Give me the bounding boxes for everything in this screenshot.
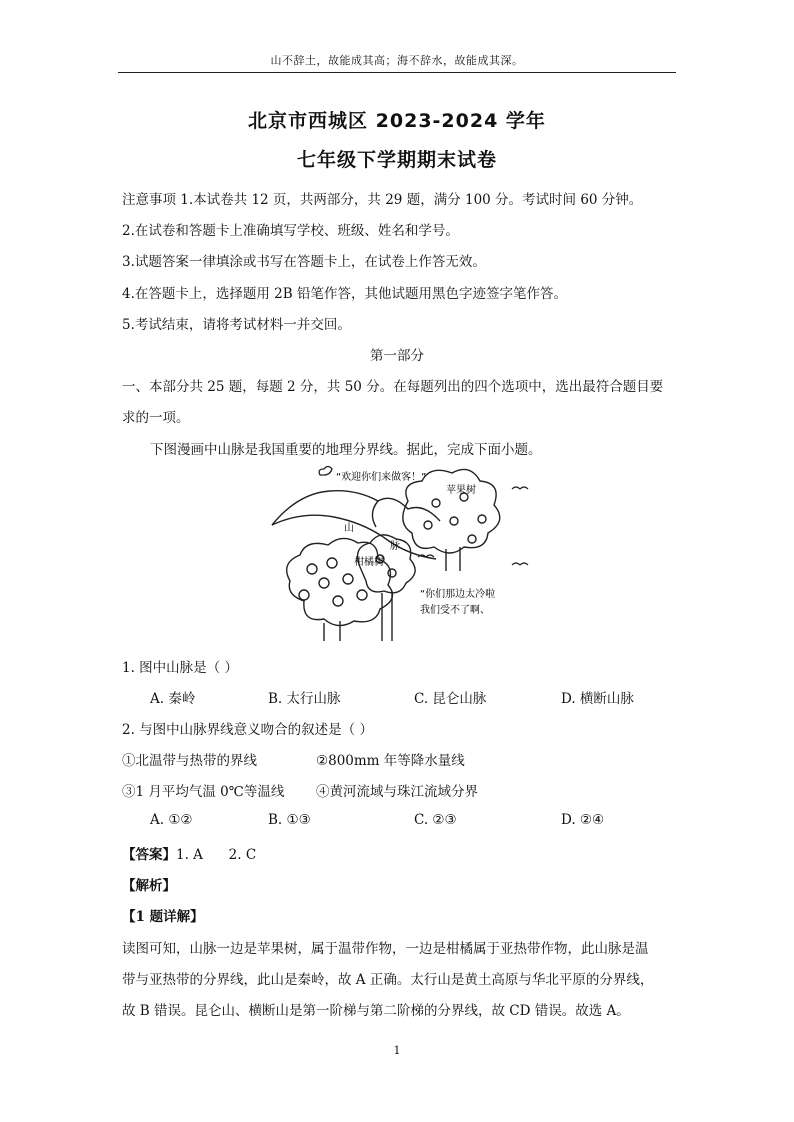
part-heading: 第一部分 — [370, 348, 424, 364]
answer-values: 1. A 2. C — [176, 847, 257, 863]
cartoon-illustration — [268, 463, 530, 644]
note-3: 3.试题答案一律填涂或书写在答题卡上，在试卷上作答无效。 — [122, 254, 486, 270]
q1-option-c: C. 昆仑山脉 — [414, 691, 487, 707]
note-5: 5.考试结束，请将考试材料一并交回。 — [122, 317, 351, 333]
page-number: 1 — [393, 1044, 401, 1057]
apple-tree-label: 苹果树 — [446, 485, 476, 496]
speech-top-text: “欢迎你们来做客！” — [336, 472, 427, 483]
part-intro: 下图漫画中山脉是我国重要的地理分界线。据此，完成下面小题。 — [150, 442, 542, 458]
header-motto: 山不辞土，故能成其高；海不辞水，故能成其深。 — [270, 54, 524, 67]
answer-label: 【答案】 — [122, 847, 176, 863]
q2-option-a: A. ①② — [150, 812, 193, 828]
answer-line — [122, 843, 672, 863]
question-1-stem: 1. 图中山脉是（ ） — [122, 660, 238, 676]
part-instruction-2: 求的一项。 — [122, 410, 190, 426]
q2-statement-4: ④黄河流域与珠江流域分界 — [316, 784, 478, 800]
mountain-label-1: 山 — [344, 523, 354, 534]
exam-title-line2: 七年级下学期期末试卷 — [296, 149, 497, 171]
q2-option-c: C. ②③ — [414, 812, 457, 828]
part-instruction-1: 一、本部分共 25 题，每题 2 分，共 50 分。在每题列出的四个选项中，选出最符合题目要 — [122, 379, 664, 395]
note-4: 4.在答题卡上，选择题用 2B 铅笔作答，其他试题用黑色字迹签字笔作答。 — [122, 286, 567, 302]
note-2: 2.在试卷和答题卡上准确填写学校、班级、姓名和学号。 — [122, 223, 459, 239]
exam-title-line1: 北京市西城区 2023-2024 学年 — [248, 110, 546, 132]
mountain-label-2: 脉 — [390, 541, 400, 552]
speech-cloud-icon — [319, 467, 332, 476]
q1-option-a: A. 秦岭 — [150, 691, 196, 707]
header-rule — [118, 72, 676, 73]
cartoon-svg — [268, 463, 530, 644]
orange-tree-label: 柑橘树 — [354, 557, 384, 568]
q2-statement-3: ③1 月平均气温 0℃等温线 — [122, 784, 285, 800]
q1-option-b: B. 太行山脉 — [268, 691, 341, 707]
analysis-sub-label: 【1 题详解】 — [122, 909, 204, 925]
q1-option-d: D. 横断山脉 — [561, 691, 634, 707]
analysis-line-3: 故 B 错误。昆仑山、横断山是第一阶梯与第二阶梯的分界线，故 CD 错误。故选 A。 — [122, 1003, 630, 1019]
analysis-line-1: 读图可知，山脉一边是苹果树，属于温带作物，一边是柑橘属于亚热带作物，此山脉是温 — [122, 941, 649, 957]
q2-statement-1: ①北温带与热带的界线 — [122, 753, 257, 769]
analysis-label: 【解析】 — [122, 878, 176, 894]
analysis-line-2: 带与亚热带的分界线，此山是秦岭，故 A 正确。太行山是黄土高原与华北平原的分界线， — [122, 972, 654, 988]
q2-statement-2: ②800mm 年等降水量线 — [316, 753, 465, 769]
note-1: 注意事项 1.本试卷共 12 页，共两部分，共 29 题，满分 100 分。考试时间 60 分钟。 — [122, 192, 643, 208]
question-2-stem: 2. 与图中山脉界线意义吻合的叙述是（ ） — [122, 722, 373, 738]
speech-bottom-text-1: “你们那边太冷啦 — [420, 589, 496, 600]
q2-option-b: B. ①③ — [268, 812, 311, 828]
q2-option-d: D. ②④ — [561, 812, 605, 828]
speech-bottom-text-2: 我们受不了啊、 — [420, 605, 490, 616]
mountain-icon — [272, 491, 440, 559]
